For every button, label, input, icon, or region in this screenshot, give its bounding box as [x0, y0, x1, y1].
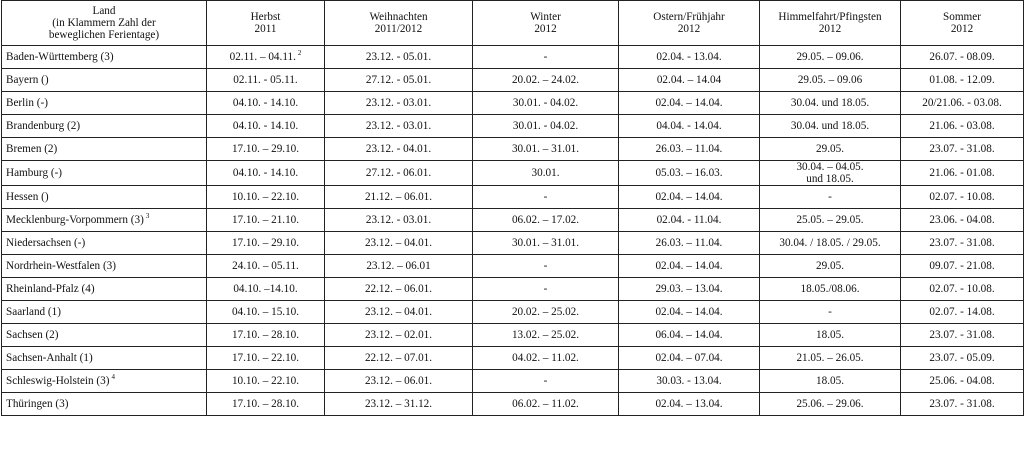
header-weihnachten-title: Weihnachten	[369, 11, 428, 23]
ostern-dates: 06.04. – 14.04.	[655, 329, 723, 341]
herbst-dates: 10.10. – 22.10.	[231, 191, 300, 203]
cell-sommer	[901, 209, 1024, 232]
footnote-marker: 2	[297, 49, 302, 57]
winter-dates: 13.02. – 25.02.	[511, 329, 580, 341]
winter-dates: 30.01. - 04.02.	[512, 97, 579, 109]
cell-winter	[473, 161, 619, 186]
cell-ostern	[619, 324, 760, 347]
winter-dates: -	[543, 375, 548, 387]
cell-land	[2, 138, 207, 161]
cell-ostern	[619, 46, 760, 69]
header-herbst-title: Herbst	[250, 11, 281, 23]
cell-herbst	[207, 301, 325, 324]
cell-pfingsten	[760, 301, 901, 324]
winter-dates: -	[543, 51, 548, 63]
cell-weihnachten	[325, 301, 473, 324]
cell-land	[2, 209, 207, 232]
cell-winter	[473, 301, 619, 324]
cell-sommer	[901, 161, 1024, 186]
cell-pfingsten	[760, 138, 901, 161]
sommer-dates: 02.07. - 10.08.	[929, 191, 995, 203]
cell-land	[2, 115, 207, 138]
cell-land	[2, 393, 207, 416]
cell-sommer	[901, 393, 1024, 416]
pfingsten-line: 30.04. und 18.05.	[790, 120, 870, 132]
winter-dates: 30.01. – 31.01.	[511, 143, 580, 155]
header-land	[2, 1, 207, 46]
cell-winter	[473, 92, 619, 115]
herbst-dates: 17.10. – 21.10.	[231, 214, 300, 226]
land-name: Bayern ()	[6, 74, 49, 86]
winter-dates: 20.02. – 25.02.	[511, 306, 580, 318]
table-row	[2, 92, 1024, 115]
cell-sommer	[901, 324, 1024, 347]
cell-ostern	[619, 347, 760, 370]
herbst-dates: 24.10. – 05.11.	[232, 260, 299, 272]
cell-herbst	[207, 209, 325, 232]
ostern-dates: 02.04. – 14.04.	[655, 260, 723, 272]
cell-winter	[473, 209, 619, 232]
weihnachten-dates: 21.12. – 06.01.	[364, 191, 433, 203]
pfingsten-line: 30.04. – 04.05.	[796, 161, 864, 173]
cell-pfingsten	[760, 92, 901, 115]
cell-herbst	[207, 46, 325, 69]
header-sommer-year: 2012	[950, 23, 974, 35]
header-pfingsten	[760, 1, 901, 46]
header-pfingsten-year: 2012	[818, 23, 842, 35]
cell-herbst	[207, 347, 325, 370]
winter-dates: -	[543, 283, 548, 295]
cell-weihnachten	[325, 209, 473, 232]
winter-dates: 30.01. - 04.02.	[512, 120, 579, 132]
header-weihnachten	[325, 1, 473, 46]
cell-winter	[473, 115, 619, 138]
header-pfingsten-title: Himmelfahrt/Pfingsten	[778, 11, 882, 23]
ostern-dates: 02.04. – 07.04.	[655, 352, 723, 364]
land-name: Berlin (-)	[6, 97, 48, 109]
herbst-dates: 04.10. –14.10.	[233, 283, 298, 295]
winter-dates: 06.02. – 11.02.	[512, 398, 579, 410]
pfingsten-line: 18.05./08.06.	[800, 283, 860, 295]
herbst-dates: 04.10. - 14.10.	[232, 167, 299, 179]
table-row	[2, 161, 1024, 186]
cell-weihnachten	[325, 161, 473, 186]
header-herbst	[207, 1, 325, 46]
pfingsten-line: 30.04. und 18.05.	[790, 97, 870, 109]
cell-land	[2, 186, 207, 209]
cell-herbst	[207, 232, 325, 255]
table-body	[2, 46, 1024, 416]
sommer-dates: 21.06. - 01.08.	[929, 167, 995, 179]
sommer-dates: 02.07. - 14.08.	[929, 306, 995, 318]
table-row	[2, 301, 1024, 324]
cell-winter	[473, 186, 619, 209]
pfingsten-line: 30.04. / 18.05. / 29.05.	[779, 237, 881, 249]
table-header-row	[2, 1, 1024, 46]
cell-ostern	[619, 138, 760, 161]
cell-winter	[473, 278, 619, 301]
cell-ostern	[619, 370, 760, 393]
cell-ostern	[619, 232, 760, 255]
land-name: Rheinland-Pfalz (4)	[6, 283, 95, 295]
cell-weihnachten	[325, 370, 473, 393]
ostern-dates: 02.04. - 11.04.	[656, 214, 722, 226]
cell-herbst	[207, 324, 325, 347]
cell-herbst	[207, 69, 325, 92]
weihnachten-dates: 23.12. – 06.01.	[364, 375, 433, 387]
cell-land	[2, 161, 207, 186]
cell-weihnachten	[325, 278, 473, 301]
cell-land	[2, 347, 207, 370]
cell-weihnachten	[325, 232, 473, 255]
cell-herbst	[207, 255, 325, 278]
pfingsten-line: 29.05.	[816, 143, 844, 155]
ostern-dates: 29.03. – 13.04.	[655, 283, 723, 295]
pfingsten-line: 29.05. – 09.06	[797, 74, 863, 86]
cell-winter	[473, 324, 619, 347]
cell-sommer	[901, 46, 1024, 69]
cell-land	[2, 255, 207, 278]
cell-land	[2, 46, 207, 69]
sommer-dates: 23.07. - 05.09.	[929, 352, 995, 364]
cell-herbst	[207, 115, 325, 138]
sommer-dates: 25.06. - 04.08.	[929, 375, 995, 387]
cell-weihnachten	[325, 255, 473, 278]
ostern-dates: 26.03. – 11.04.	[655, 143, 723, 155]
weihnachten-dates: 23.12. - 03.01.	[365, 214, 432, 226]
header-land-line3: beweglichen Ferientage)	[48, 29, 160, 41]
pfingsten-line: 18.05.	[816, 329, 844, 341]
cell-sommer	[901, 69, 1024, 92]
herbst-dates: 17.10. – 22.10.	[231, 352, 300, 364]
sommer-dates: 23.07. - 31.08.	[929, 329, 995, 341]
weihnachten-dates: 23.12. – 06.01	[366, 260, 431, 272]
header-weihnachten-year: 2011/2012	[374, 23, 423, 35]
sommer-dates: 23.07. - 31.08.	[929, 143, 995, 155]
weihnachten-dates: 22.12. – 07.01.	[364, 352, 433, 364]
cell-weihnachten	[325, 347, 473, 370]
cell-winter	[473, 46, 619, 69]
ostern-dates: 26.03. – 11.04.	[655, 237, 723, 249]
cell-ostern	[619, 186, 760, 209]
weihnachten-dates: 23.12. - 03.01.	[365, 97, 432, 109]
pfingsten-line: -	[828, 191, 832, 203]
cell-herbst	[207, 186, 325, 209]
cell-ostern	[619, 92, 760, 115]
cell-land	[2, 69, 207, 92]
winter-dates: 30.01. – 31.01.	[511, 237, 580, 249]
cell-pfingsten	[760, 255, 901, 278]
cell-ostern	[619, 278, 760, 301]
herbst-dates: 10.10. – 22.10.	[231, 375, 300, 387]
header-land-line2: (in Klammern Zahl der	[52, 17, 156, 29]
herbst-dates: 04.10. - 14.10.	[232, 120, 299, 132]
cell-land	[2, 301, 207, 324]
cell-land	[2, 278, 207, 301]
land-name: Baden-Württemberg (3)	[6, 51, 114, 63]
cell-ostern	[619, 255, 760, 278]
table-row	[2, 347, 1024, 370]
cell-pfingsten	[760, 278, 901, 301]
cell-winter	[473, 138, 619, 161]
cell-weihnachten	[325, 92, 473, 115]
cell-land	[2, 92, 207, 115]
table-row	[2, 186, 1024, 209]
land-name: Saarland (1)	[6, 306, 61, 318]
cell-sommer	[901, 370, 1024, 393]
weihnachten-dates: 22.12. – 06.01.	[364, 283, 433, 295]
cell-winter	[473, 69, 619, 92]
cell-weihnachten	[325, 393, 473, 416]
cell-sommer	[901, 255, 1024, 278]
cell-ostern	[619, 69, 760, 92]
cell-herbst	[207, 393, 325, 416]
table-row	[2, 69, 1024, 92]
table-row	[2, 278, 1024, 301]
land-name: Brandenburg (2)	[6, 120, 81, 132]
weihnachten-dates: 23.12. - 03.01.	[365, 120, 432, 132]
weihnachten-dates: 27.12. - 05.01.	[365, 74, 432, 86]
weihnachten-dates: 23.12. – 04.01.	[364, 306, 433, 318]
land-name: Sachsen-Anhalt (1)	[6, 352, 93, 364]
cell-weihnachten	[325, 186, 473, 209]
cell-winter	[473, 393, 619, 416]
weihnachten-dates: 23.12. – 02.01.	[364, 329, 433, 341]
cell-herbst	[207, 161, 325, 186]
sommer-dates: 02.07. - 10.08.	[929, 283, 995, 295]
header-ostern-year: 2012	[677, 23, 701, 35]
land-name: Schleswig-Holstein (3)	[6, 375, 110, 387]
ostern-dates: 02.04. – 13.04.	[655, 398, 723, 410]
table-row	[2, 115, 1024, 138]
cell-herbst	[207, 370, 325, 393]
cell-land	[2, 232, 207, 255]
cell-weihnachten	[325, 115, 473, 138]
sommer-dates: 21.06. - 03.08.	[929, 120, 995, 132]
cell-winter	[473, 370, 619, 393]
herbst-dates: 02.11. - 05.11.	[233, 74, 298, 86]
cell-pfingsten	[760, 115, 901, 138]
sommer-dates: 23.07. - 31.08.	[929, 398, 995, 410]
sommer-dates: 09.07. - 21.08.	[929, 260, 995, 272]
cell-sommer	[901, 138, 1024, 161]
cell-sommer	[901, 186, 1024, 209]
cell-pfingsten	[760, 232, 901, 255]
cell-sommer	[901, 115, 1024, 138]
cell-herbst	[207, 138, 325, 161]
ostern-dates: 02.04. – 14.04.	[655, 306, 723, 318]
ostern-dates: 02.04. – 14.04.	[655, 191, 723, 203]
cell-sommer	[901, 278, 1024, 301]
pfingsten-line: 29.05. – 09.06.	[796, 51, 864, 63]
weihnachten-dates: 27.12. - 06.01.	[365, 167, 432, 179]
header-sommer-title: Sommer	[943, 11, 981, 23]
cell-pfingsten	[760, 393, 901, 416]
herbst-dates: 04.10. – 15.10.	[231, 306, 300, 318]
cell-winter	[473, 255, 619, 278]
pfingsten-line: 29.05.	[816, 260, 844, 272]
cell-sommer	[901, 92, 1024, 115]
footnote-marker: 4	[111, 373, 115, 381]
cell-sommer	[901, 301, 1024, 324]
land-name: Mecklenburg-Vorpommern (3)	[6, 214, 144, 226]
weihnachten-dates: 23.12. – 31.12.	[364, 398, 433, 410]
land-name: Nordrhein-Westfalen (3)	[6, 260, 116, 272]
table-row	[2, 255, 1024, 278]
cell-sommer	[901, 232, 1024, 255]
herbst-dates: 17.10. – 28.10.	[231, 329, 300, 341]
weihnachten-dates: 23.12. - 04.01.	[365, 143, 432, 155]
header-sommer	[901, 1, 1024, 46]
winter-dates: 20.02. – 24.02.	[511, 74, 580, 86]
winter-dates: -	[543, 260, 548, 272]
ostern-dates: 04.04. - 14.04.	[656, 120, 722, 132]
table-row	[2, 370, 1024, 393]
ostern-dates: 02.04. – 14.04	[656, 74, 722, 86]
cell-sommer	[901, 347, 1024, 370]
land-name: Hamburg (-)	[6, 167, 63, 179]
pfingsten-line: 21.05. – 26.05.	[796, 352, 864, 364]
header-ostern-title: Ostern/Frühjahr	[653, 11, 725, 23]
land-name: Thüringen (3)	[6, 398, 69, 410]
winter-dates: 06.02. – 17.02.	[511, 214, 580, 226]
cell-ostern	[619, 301, 760, 324]
ferien-table	[1, 0, 1024, 416]
header-ostern	[619, 1, 760, 46]
cell-pfingsten	[760, 324, 901, 347]
table-row	[2, 324, 1024, 347]
cell-land	[2, 370, 207, 393]
cell-pfingsten	[760, 209, 901, 232]
herbst-dates: 02.11. – 04.11.	[229, 51, 296, 63]
header-winter-year: 2012	[534, 23, 557, 35]
cell-weihnachten	[325, 69, 473, 92]
header-winter	[473, 1, 619, 46]
sommer-dates: 01.08. - 12.09.	[929, 74, 995, 86]
land-name: Sachsen (2)	[6, 329, 59, 341]
ostern-dates: 05.03. – 16.03.	[655, 167, 723, 179]
cell-ostern	[619, 115, 760, 138]
cell-weihnachten	[325, 138, 473, 161]
header-herbst-year: 2011	[254, 23, 277, 35]
cell-winter	[473, 232, 619, 255]
cell-land	[2, 324, 207, 347]
pfingsten-line: 25.05. – 29.05.	[796, 214, 864, 226]
pfingsten-line: -	[828, 306, 832, 318]
ostern-dates: 02.04. – 14.04.	[655, 97, 723, 109]
herbst-dates: 17.10. – 29.10.	[231, 237, 300, 249]
cell-winter	[473, 347, 619, 370]
winter-dates: 04.02. – 11.02.	[512, 352, 579, 364]
sommer-dates: 23.06. - 04.08.	[929, 214, 995, 226]
herbst-dates: 04.10. - 14.10.	[232, 97, 299, 109]
table-row	[2, 393, 1024, 416]
cell-pfingsten	[760, 370, 901, 393]
cell-herbst	[207, 92, 325, 115]
ostern-dates: 02.04. - 13.04.	[656, 51, 722, 63]
cell-weihnachten	[325, 324, 473, 347]
cell-ostern	[619, 393, 760, 416]
pfingsten-line: und 18.05.	[806, 173, 854, 185]
weihnachten-dates: 23.12. – 04.01.	[364, 237, 433, 249]
cell-weihnachten	[325, 46, 473, 69]
header-land-line1: Land	[92, 5, 116, 17]
sommer-dates: 23.07. - 31.08.	[929, 237, 995, 249]
land-name: Hessen ()	[6, 191, 49, 203]
ostern-dates: 30.03. - 13.04.	[656, 375, 722, 387]
cell-pfingsten	[760, 161, 901, 186]
herbst-dates: 17.10. – 28.10.	[231, 398, 300, 410]
cell-pfingsten	[760, 186, 901, 209]
sommer-dates: 26.07. - 08.09.	[929, 51, 995, 63]
footnote-marker: 3	[145, 212, 150, 220]
cell-herbst	[207, 278, 325, 301]
cell-pfingsten	[760, 46, 901, 69]
weihnachten-dates: 23.12. - 05.01.	[365, 51, 432, 63]
winter-dates: -	[543, 191, 548, 203]
table-row	[2, 232, 1024, 255]
cell-ostern	[619, 161, 760, 186]
table-row	[2, 209, 1024, 232]
table-row	[2, 138, 1024, 161]
table-row	[2, 46, 1024, 69]
herbst-dates: 17.10. – 29.10.	[231, 143, 300, 155]
land-name: Bremen (2)	[6, 143, 58, 155]
pfingsten-line: 18.05.	[816, 375, 844, 387]
sommer-dates: 20/21.06. - 03.08.	[922, 97, 1002, 109]
cell-pfingsten	[760, 347, 901, 370]
cell-ostern	[619, 209, 760, 232]
land-name: Niedersachsen (-)	[6, 237, 86, 249]
pfingsten-line: 25.06. – 29.06.	[796, 398, 864, 410]
cell-pfingsten	[760, 69, 901, 92]
winter-dates: 30.01.	[531, 167, 560, 179]
header-winter-title: Winter	[530, 11, 561, 23]
